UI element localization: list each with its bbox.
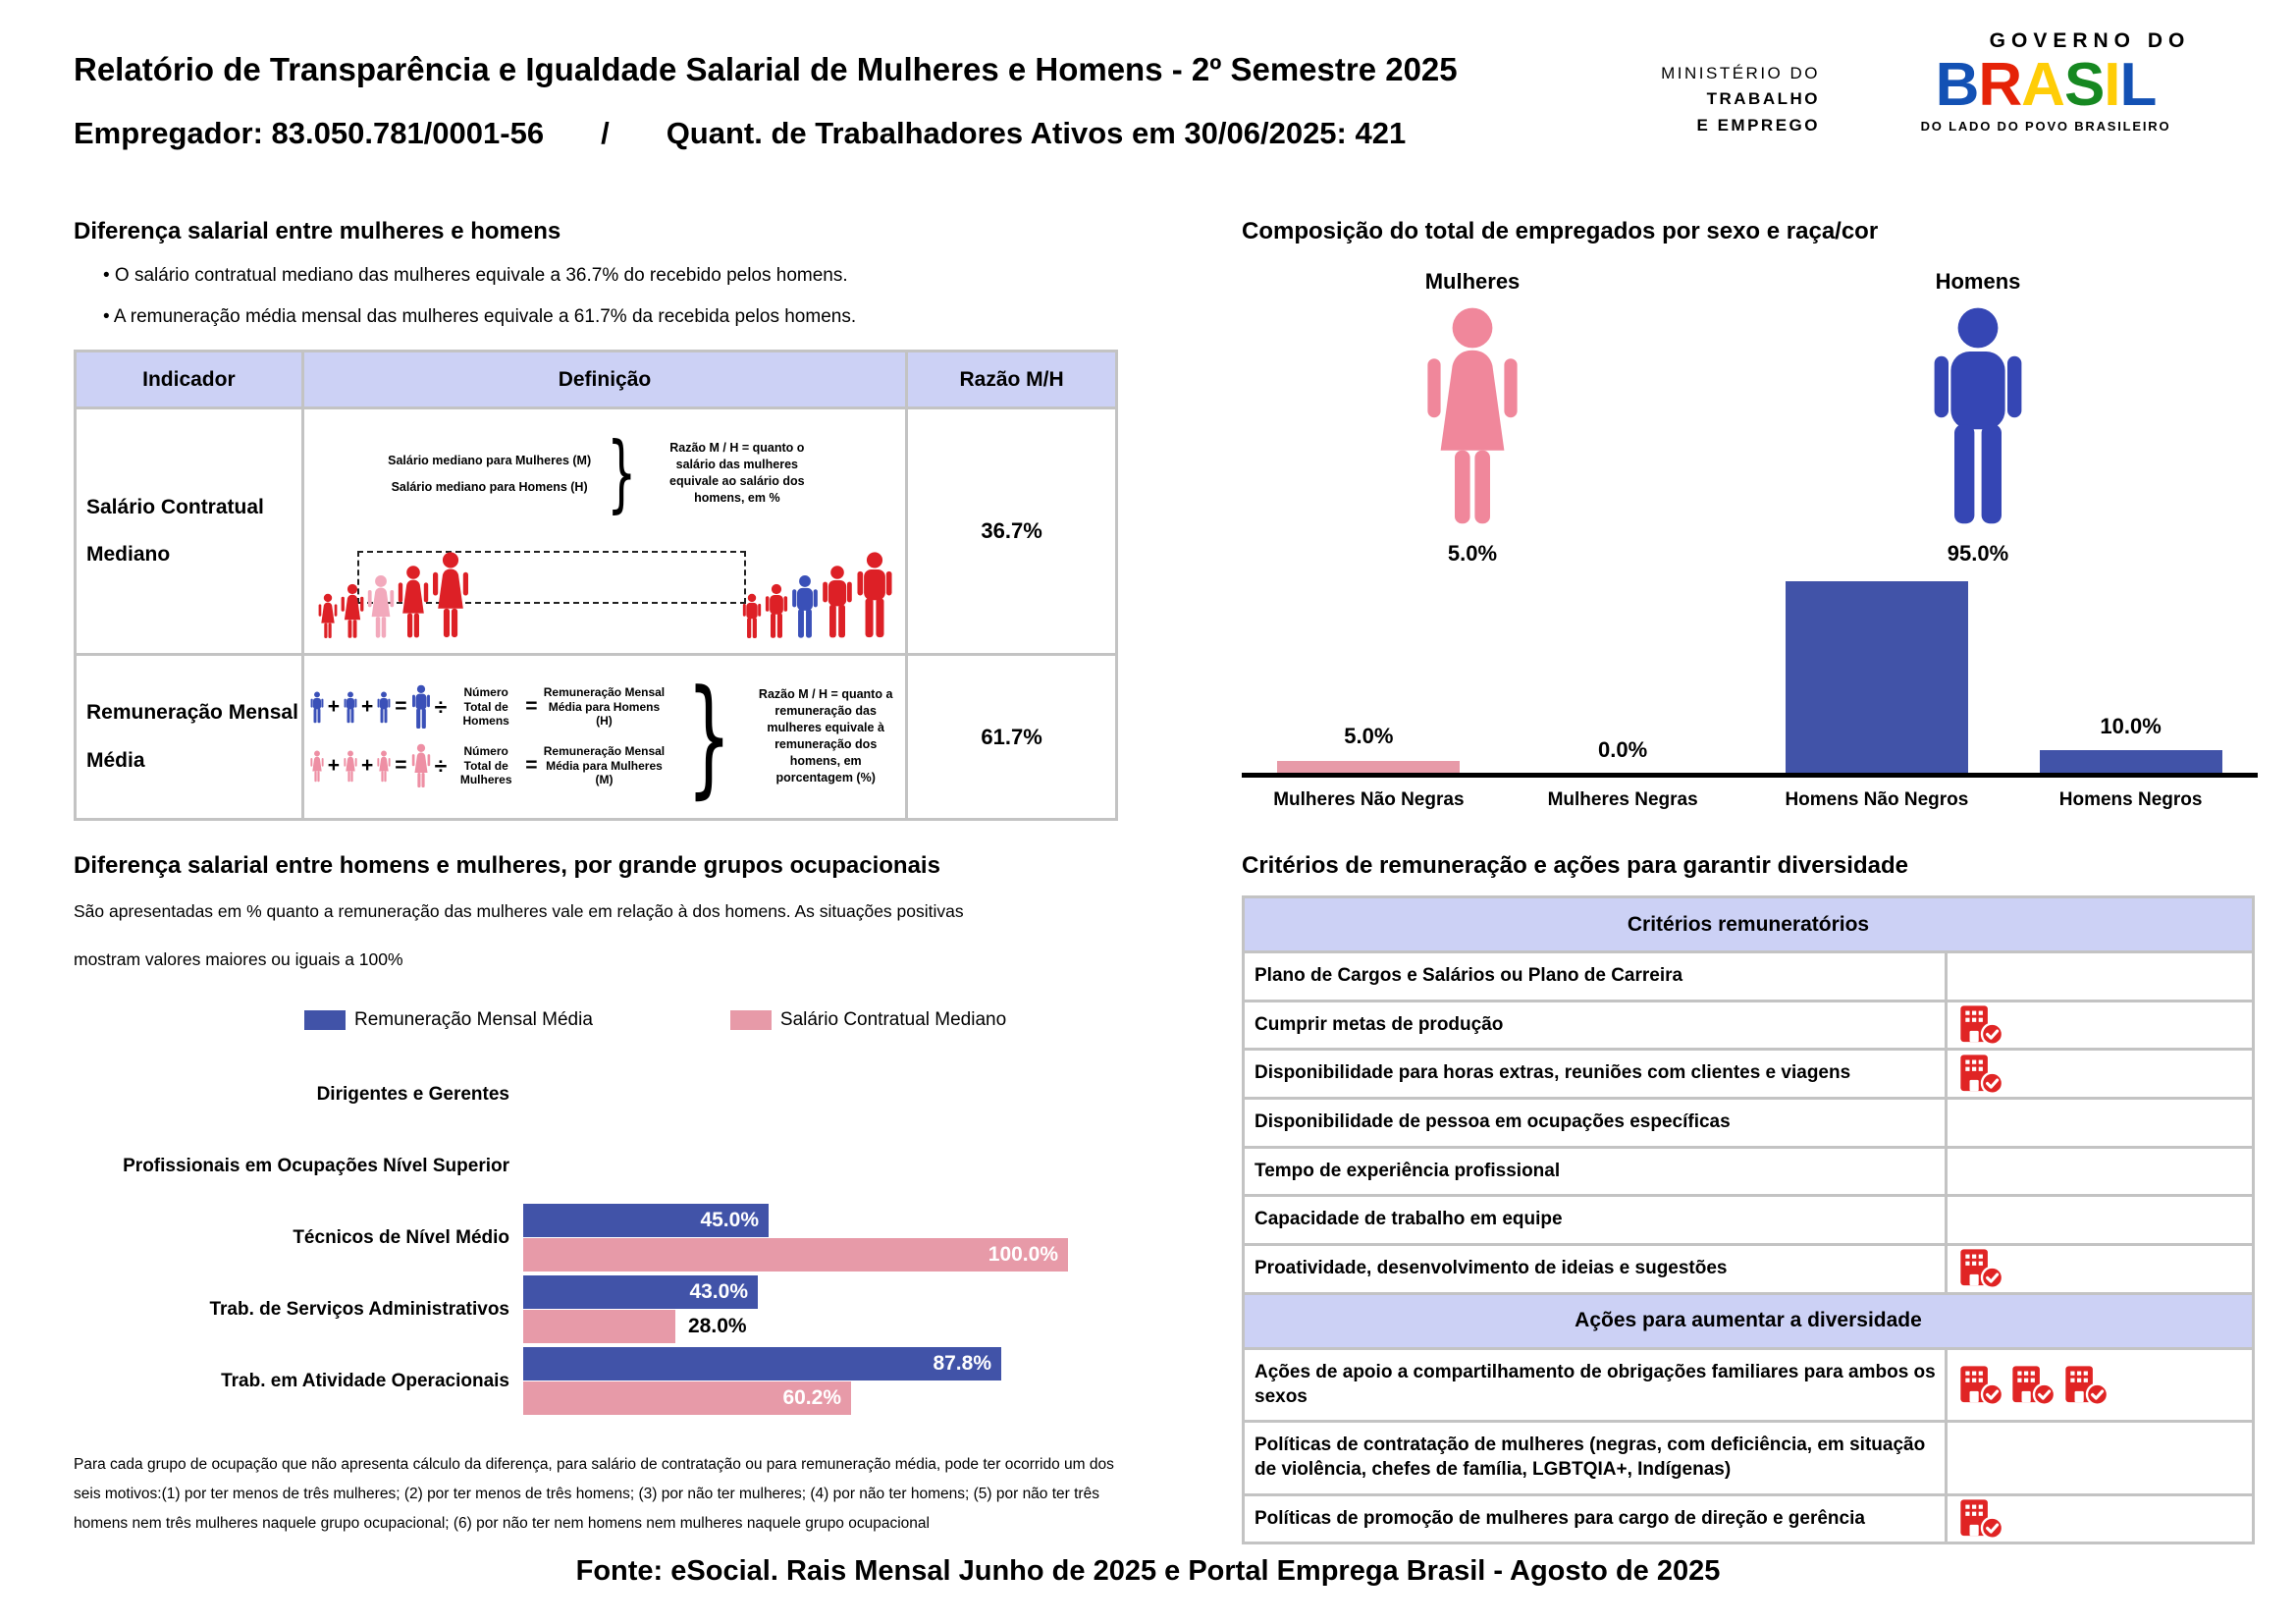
company-check-icon bbox=[1959, 1248, 2004, 1289]
ministry-line3: E EMPREGO bbox=[1696, 115, 1820, 135]
occupational-subtitle-line1: São apresentadas em % quanto a remuneração das mulheres vale em relação à dos homens. As situações positivas bbox=[74, 901, 964, 921]
criteria-label: Políticas de contratação de mulheres (negras, com deficiência, em situação de violência, chefes de família, LGBTQIA+, Indígenas) bbox=[1244, 1422, 1947, 1494]
bar-remuneracao: 45.0% bbox=[523, 1204, 769, 1237]
median-women-label: Salário mediano para Mulheres (M) bbox=[388, 453, 592, 467]
woman-icon-highlighted bbox=[367, 574, 395, 639]
criteria-row bbox=[1244, 1348, 2254, 1421]
men-total-label: Número Total de Homens bbox=[462, 685, 509, 729]
company-check-icon bbox=[1959, 1054, 2004, 1095]
group-row-tecnicos bbox=[74, 1202, 1129, 1273]
criteria-label: Capacidade de trabalho em equipe bbox=[1244, 1196, 1947, 1245]
criteria-label: Proatividade, desenvolvimento de ideias e sugestões bbox=[1244, 1245, 1947, 1294]
group-label: Trab. em Atividade Operacionais bbox=[221, 1370, 509, 1391]
legend-swatch-pink bbox=[730, 1010, 772, 1030]
table-row-remuneracao-media bbox=[76, 655, 1117, 820]
criteria-row bbox=[1244, 1050, 2254, 1099]
criteria-checks bbox=[1947, 952, 2254, 1001]
ratio-value-mean: 61.7% bbox=[907, 655, 1117, 820]
col-header-definicao: Definição bbox=[302, 352, 906, 408]
men-summary bbox=[1860, 269, 2096, 567]
woman-icon bbox=[341, 583, 364, 639]
criteria-section-header: Ações para aumentar a diversidade bbox=[1244, 1293, 2254, 1348]
active-workers: Quant. de Trabalhadores Ativos em 30/06/2025: 421 bbox=[666, 116, 1407, 150]
ratio-value-median: 36.7% bbox=[907, 408, 1117, 655]
group-label: Técnicos de Nível Médio bbox=[293, 1226, 509, 1248]
governo-do-brasil-logo bbox=[1849, 29, 2242, 134]
ratio-explanation: Razão M / H = quanto a remuneração das mulheres equivale à remuneração dos homens, em porcentagem (%) bbox=[758, 687, 893, 785]
occupational-section bbox=[74, 852, 1129, 1540]
criteria-row bbox=[1244, 952, 2254, 1001]
group-row-atividade-operacionais bbox=[74, 1345, 1129, 1417]
people-comparison-diagram bbox=[306, 531, 903, 647]
criteria-checks bbox=[1947, 1147, 2254, 1196]
men-average-formula: + + = ÷ Número Total de Homens = Remuneração Mensal Média para Homens (H) bbox=[310, 684, 667, 730]
group-bars-empty bbox=[523, 1130, 1129, 1202]
group-row-profissionais bbox=[74, 1130, 1129, 1202]
man-icon bbox=[310, 691, 324, 724]
criteria-row bbox=[1244, 1147, 2254, 1196]
women-total-label: Número Total de Mulheres bbox=[459, 744, 512, 787]
bar bbox=[2040, 750, 2222, 773]
ratio-explanation: Razão M / H = quanto o salário das mulheres equivale ao salário dos homens, em % bbox=[669, 441, 805, 505]
criteria-row bbox=[1244, 1099, 2254, 1148]
man-icon bbox=[856, 551, 893, 639]
bar-slot-mulheres-negras bbox=[1496, 554, 1750, 773]
bar-value: 5.0% bbox=[1344, 724, 1394, 748]
company-check-icon bbox=[1959, 1365, 2004, 1406]
criteria-label: Disponibilidade para horas extras, reuniões com clientes e viagens bbox=[1244, 1050, 1947, 1099]
criteria-table bbox=[1242, 895, 2255, 1544]
col-header-indicador: Indicador bbox=[76, 352, 303, 408]
brace-glyph: } bbox=[687, 662, 732, 811]
criteria-checks bbox=[1947, 1001, 2254, 1050]
bar bbox=[1786, 581, 1968, 773]
criteria-label: Disponibilidade de pessoa em ocupações específicas bbox=[1244, 1099, 1947, 1148]
definition-diagram-median bbox=[302, 408, 906, 655]
source-footer: Fonte: eSocial. Rais Mensal Junho de 2025 e Portal Emprega Brasil - Agosto de 2025 bbox=[575, 1555, 1721, 1587]
ministry-line1: MINISTÉRIO DO bbox=[1661, 64, 1820, 82]
bar-slot-mulheres-nao-negras bbox=[1242, 554, 1496, 773]
criteria-row bbox=[1244, 1494, 2254, 1543]
company-check-icon bbox=[1959, 1004, 2004, 1046]
men-percent: 95.0% bbox=[1947, 541, 2009, 566]
criteria-label: Tempo de experiência profissional bbox=[1244, 1147, 1947, 1196]
race-gender-bar-chart bbox=[1242, 554, 2258, 778]
col-header-razao-mh: Razão M/H bbox=[907, 352, 1117, 408]
bar-salario-value: 28.0% bbox=[688, 1315, 747, 1337]
bar bbox=[1277, 761, 1460, 773]
indicator-label: Salário Contratual Mediano bbox=[76, 408, 303, 655]
legend-label: Salário Contratual Mediano bbox=[779, 1009, 1007, 1030]
occupational-bar-chart bbox=[74, 1058, 1129, 1417]
woman-icon-large bbox=[1425, 304, 1520, 528]
indicator-table-header-row bbox=[76, 352, 1117, 408]
median-men-label: Salário mediano para Homens (H) bbox=[391, 479, 588, 494]
man-icon bbox=[377, 691, 391, 724]
men-figures-group bbox=[742, 551, 893, 639]
bar-slot-homens-nao-negros bbox=[1750, 554, 2004, 773]
bullet-mean-remuneration: • A remuneração média mensal das mulheres equivale a 61.7% da recebida pelos homens. bbox=[103, 306, 857, 327]
ministry-logo bbox=[1661, 61, 1820, 138]
definition-diagram-mean bbox=[302, 655, 906, 820]
composition-title: Composição do total de empregados por sexo e raça/cor bbox=[1242, 218, 1879, 244]
brasil-wordmark: BRASIL bbox=[1935, 51, 2157, 119]
group-row-servicos-administrativos bbox=[74, 1273, 1129, 1345]
woman-icon bbox=[344, 750, 357, 783]
employer-id: Empregador: 83.050.781/0001-56 bbox=[74, 116, 545, 150]
criteria-label: Ações de apoio a compartilhamento de obrigações familiares para ambos os sexos bbox=[1244, 1348, 1947, 1421]
category-label: Homens Negros bbox=[2058, 789, 2203, 810]
group-label: Dirigentes e Gerentes bbox=[316, 1083, 509, 1105]
group-bars-empty bbox=[523, 1058, 1129, 1130]
bar-value: 10.0% bbox=[2100, 714, 2162, 738]
criteria-title: Critérios de remuneração e ações para garantir diversidade bbox=[1242, 852, 1908, 879]
woman-icon bbox=[432, 551, 469, 639]
criteria-checks bbox=[1947, 1422, 2254, 1494]
bar-slot-homens-negros bbox=[2003, 554, 2258, 773]
indicator-label: Remuneração Mensal Média bbox=[76, 655, 303, 820]
salary-difference-section bbox=[74, 218, 1118, 821]
criteria-checks bbox=[1947, 1494, 2254, 1543]
group-label: Trab. de Serviços Administrativos bbox=[209, 1298, 509, 1320]
criteria-checks bbox=[1947, 1050, 2254, 1099]
criteria-checks bbox=[1947, 1099, 2254, 1148]
category-label: Homens Não Negros bbox=[1785, 789, 1969, 810]
women-figures-group bbox=[318, 551, 469, 639]
occupational-subtitle-line2: mostram valores maiores ou iguais a 100% bbox=[74, 949, 403, 969]
page-title: Relatório de Transparência e Igualdade Salarial de Mulheres e Homens - 2º Semestre 2025 bbox=[74, 51, 1458, 87]
employer-line bbox=[74, 116, 1406, 151]
criteria-checks bbox=[1947, 1245, 2254, 1294]
woman-icon bbox=[398, 565, 429, 639]
criteria-label: Políticas de promoção de mulheres para cargo de direção e gerência bbox=[1244, 1494, 1947, 1543]
criteria-row bbox=[1244, 1001, 2254, 1050]
men-label: Homens bbox=[1935, 269, 2021, 294]
ministry-line2: TRABALHO bbox=[1706, 89, 1820, 109]
criteria-row bbox=[1244, 1422, 2254, 1494]
man-icon bbox=[344, 691, 357, 724]
company-check-icon bbox=[1959, 1498, 2004, 1540]
occupational-title: Diferença salarial entre homens e mulheres, por grande grupos ocupacionais bbox=[74, 852, 940, 879]
category-label: Mulheres Negras bbox=[1547, 789, 1698, 810]
bar-value: 0.0% bbox=[1598, 737, 1648, 762]
man-icon-large bbox=[1931, 304, 2025, 528]
man-icon bbox=[742, 593, 762, 639]
man-icon-large bbox=[411, 684, 431, 730]
group-label: Profissionais em Ocupações Nível Superior bbox=[123, 1155, 509, 1176]
group-bars bbox=[523, 1202, 1129, 1273]
table-row-salario-mediano bbox=[76, 408, 1117, 655]
criteria-label: Plano de Cargos e Salários ou Plano de Carreira bbox=[1244, 952, 1947, 1001]
criteria-label: Cumprir metas de produção bbox=[1244, 1001, 1947, 1050]
separator: / bbox=[601, 116, 610, 150]
gov-tagline: DO LADO DO POVO BRASILEIRO bbox=[1920, 119, 2171, 135]
man-icon bbox=[822, 565, 853, 639]
woman-icon bbox=[310, 750, 324, 783]
legend-label: Remuneração Mensal Média bbox=[354, 1009, 593, 1030]
chart-footnote: Para cada grupo de ocupação que não apresenta cálculo da diferença, para salário de contratação ou para remuneração média, pode ter ocorrido um dos seis motivos:(1) por ter menos de três mulheres; (2) por ter menos de três homens; (3) por não ter mulheres; (4) por não ter homens; (5) por não ter três homens nem três mulheres naquele grupo ocupacional; (6) por não ter nem homens nem mulheres naquele grupo ocupacional bbox=[74, 1456, 1114, 1533]
man-icon-highlighted bbox=[791, 574, 819, 639]
bullet-median-salary: • O salário contratual mediano das mulheres equivale a 36.7% do recebido pelos homens. bbox=[103, 265, 848, 286]
woman-icon bbox=[318, 593, 338, 639]
woman-icon-large bbox=[411, 743, 431, 788]
criteria-section bbox=[1242, 852, 2255, 1544]
legend-remuneracao bbox=[304, 1009, 593, 1031]
group-bars bbox=[523, 1345, 1129, 1417]
criteria-section-header: Critérios remuneratórios bbox=[1244, 897, 2254, 952]
company-check-icon bbox=[2011, 1365, 2056, 1406]
legend-swatch-blue bbox=[304, 1010, 346, 1030]
governo-do-label: GOVERNO DO bbox=[1989, 29, 2191, 52]
bar-salario bbox=[523, 1310, 675, 1343]
indicator-table bbox=[74, 350, 1118, 821]
criteria-row bbox=[1244, 1245, 2254, 1294]
group-bars bbox=[523, 1273, 1129, 1345]
bar-remuneracao: 43.0% bbox=[523, 1275, 758, 1309]
woman-icon bbox=[377, 750, 391, 783]
salary-difference-title: Diferença salarial entre mulheres e homens bbox=[74, 218, 561, 244]
category-label: Mulheres Não Negras bbox=[1273, 789, 1465, 810]
bar-salario: 100.0% bbox=[523, 1238, 1068, 1272]
composition-section bbox=[1242, 218, 2258, 846]
group-row-dirigentes bbox=[74, 1058, 1129, 1130]
bar-remuneracao: 87.8% bbox=[523, 1347, 1001, 1380]
bar-category-labels bbox=[1242, 789, 2258, 811]
criteria-checks bbox=[1947, 1348, 2254, 1421]
chart-legend bbox=[304, 1009, 1129, 1031]
women-summary bbox=[1355, 269, 1590, 567]
women-result-label: Remuneração Mensal Média para Mulheres (M) bbox=[543, 744, 666, 787]
criteria-checks bbox=[1947, 1196, 2254, 1245]
company-check-icon bbox=[2064, 1365, 2109, 1406]
women-average-formula: + + = ÷ Número Total de Mulheres = Remuneração Mensal Média para Mulheres (M) bbox=[310, 743, 667, 788]
man-icon bbox=[765, 583, 788, 639]
legend-salario bbox=[730, 1009, 1006, 1031]
brace-glyph: } bbox=[607, 424, 637, 522]
men-result-label: Remuneração Mensal Média para Homens (H) bbox=[543, 685, 666, 729]
women-percent: 5.0% bbox=[1447, 541, 1498, 566]
bar-salario: 60.2% bbox=[523, 1381, 851, 1415]
women-label: Mulheres bbox=[1424, 269, 1521, 294]
criteria-row bbox=[1244, 1196, 2254, 1245]
